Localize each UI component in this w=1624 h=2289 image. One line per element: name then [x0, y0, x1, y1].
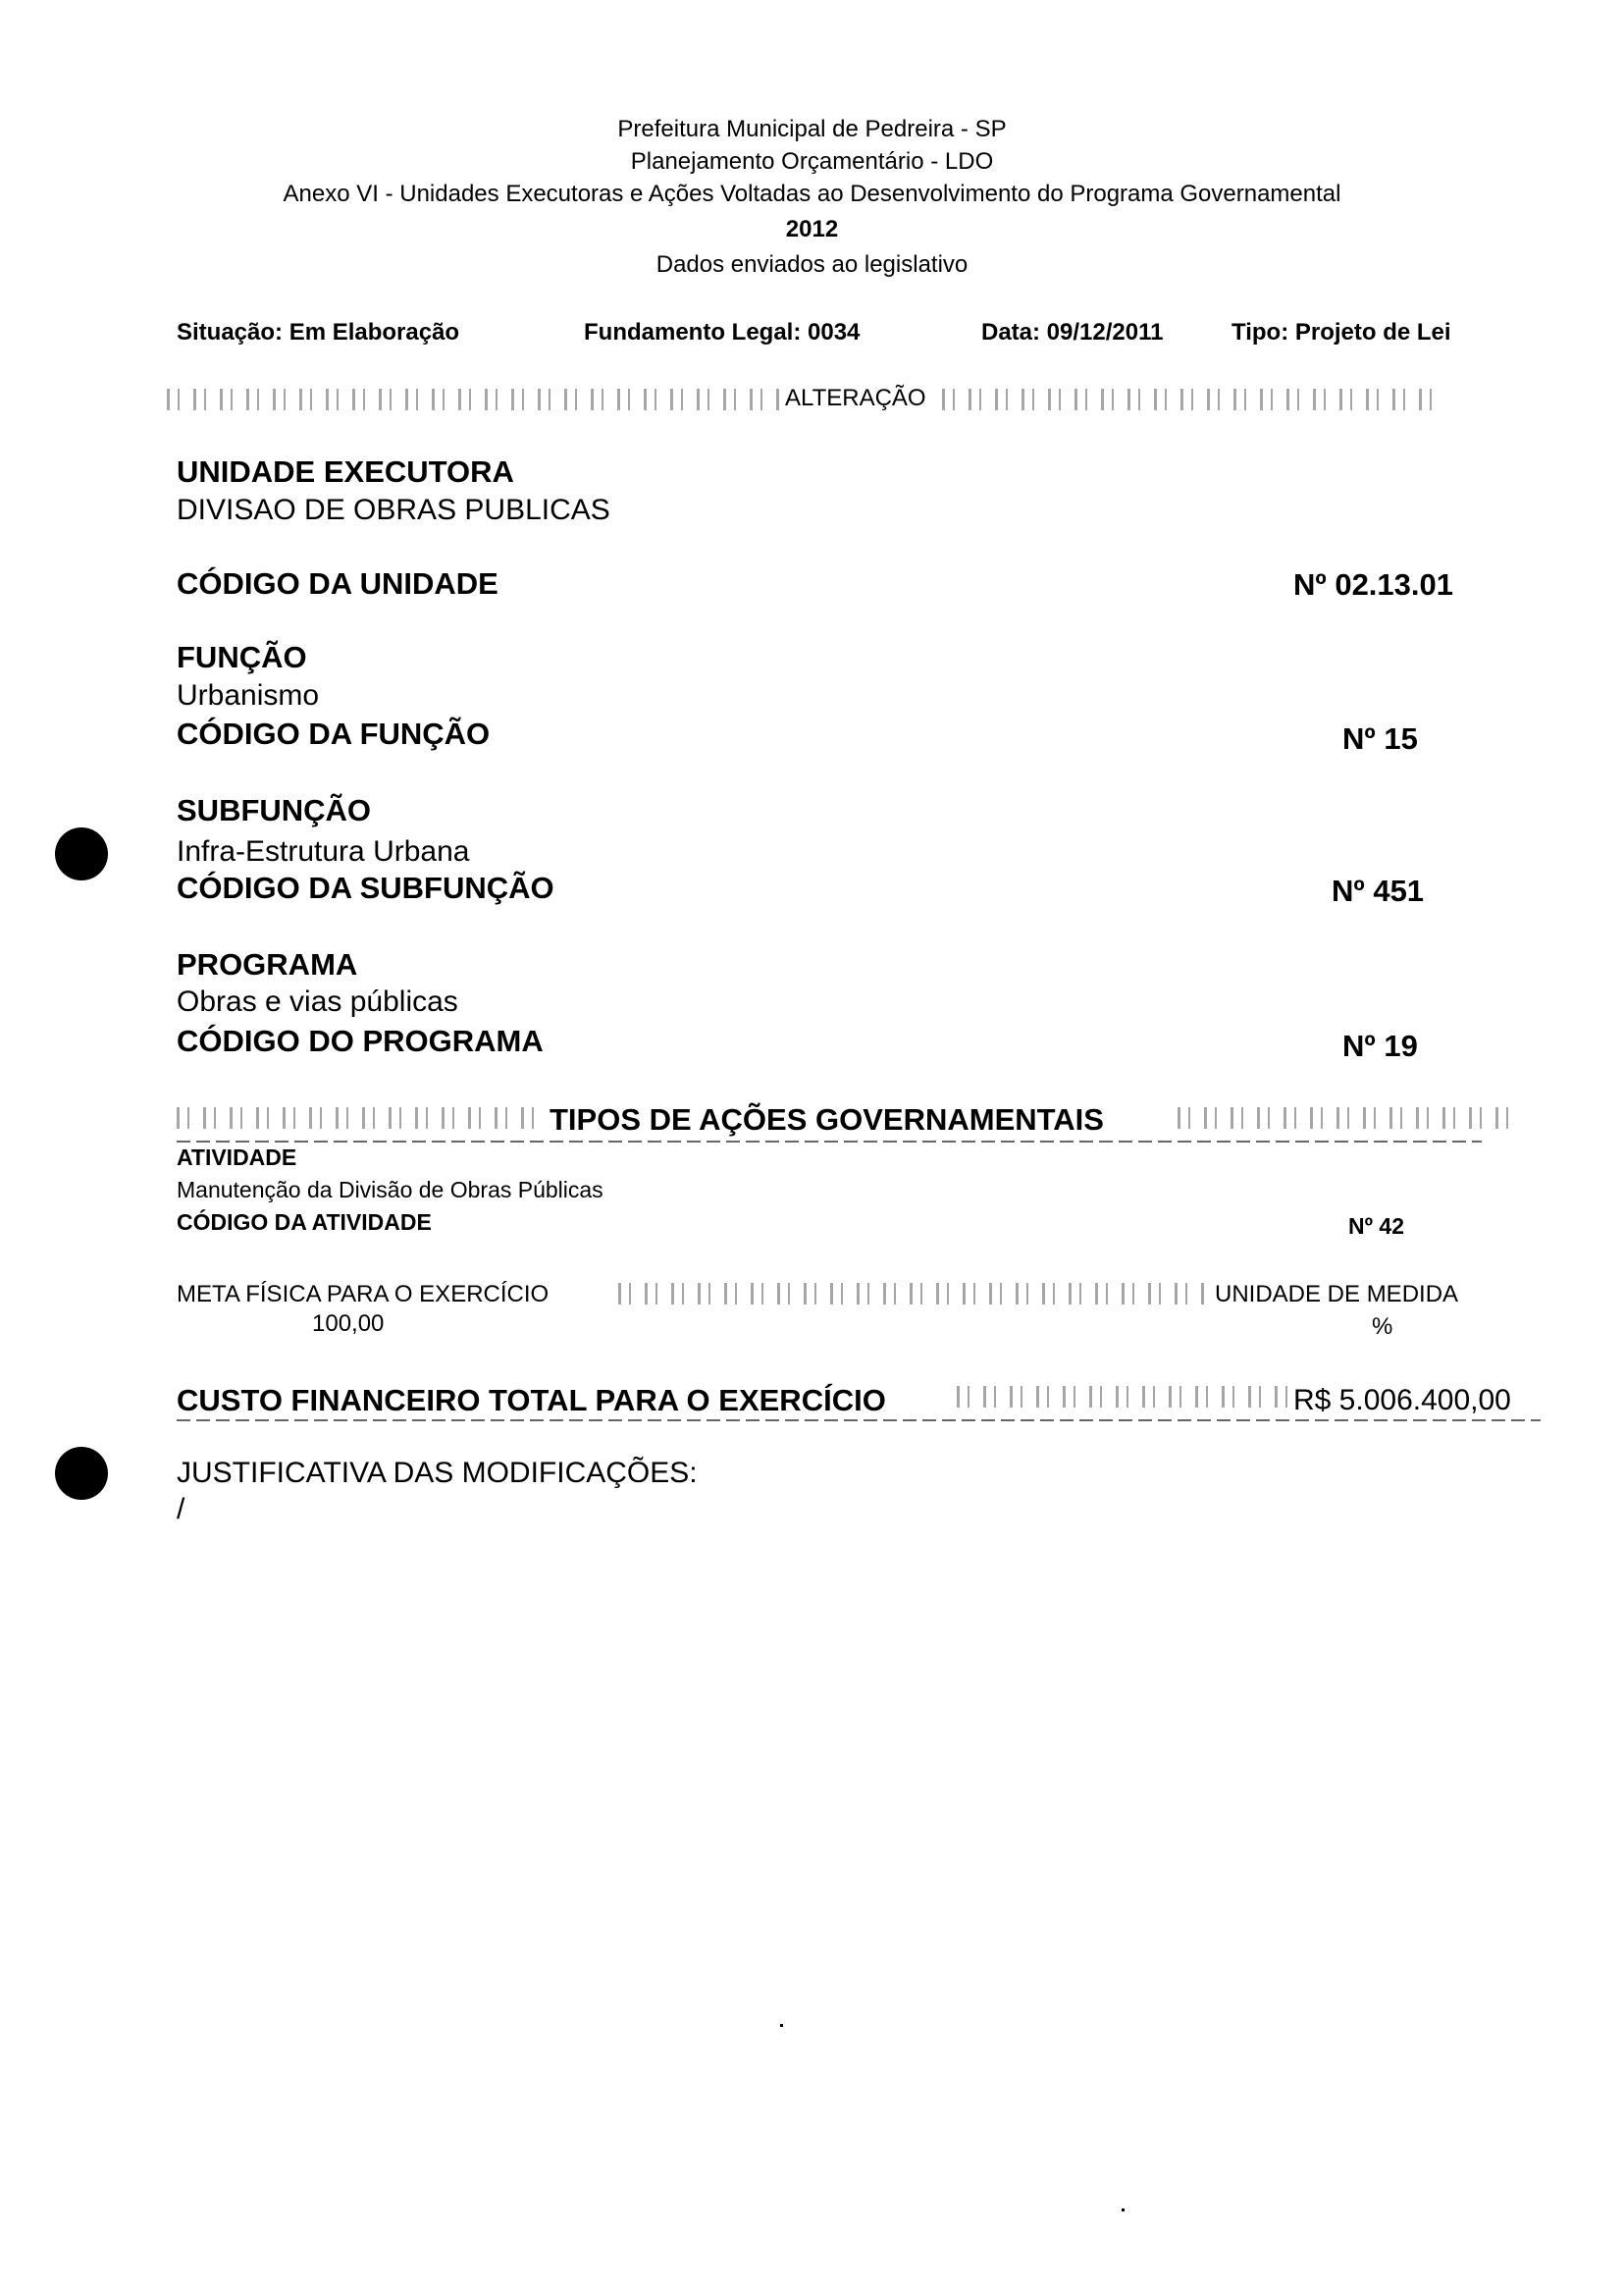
- custo-label: CUSTO FINANCEIRO TOTAL PARA O EXERCÍCIO: [177, 1383, 886, 1417]
- funcao-code-label: CÓDIGO DA FUNÇÃO: [177, 717, 491, 751]
- programa-code-label: CÓDIGO DO PROGRAMA: [177, 1024, 544, 1058]
- punch-hole: [55, 1447, 108, 1500]
- tipo: Tipo: Projeto de Lei: [1231, 319, 1451, 346]
- funcao-value: Urbanismo: [177, 679, 320, 712]
- scan-noise: [167, 389, 785, 410]
- unidade-medida-label: UNIDADE DE MEDIDA: [1215, 1281, 1459, 1307]
- unidade-label: UNIDADE EXECUTORA: [177, 454, 514, 489]
- punch-hole: [55, 827, 108, 880]
- scan-noise: [1178, 1107, 1521, 1129]
- divider: [177, 1419, 1541, 1421]
- divider: [177, 1141, 1482, 1143]
- scan-noise: [177, 1107, 540, 1129]
- custo-value: R$ 5.006.400,00: [1293, 1384, 1511, 1416]
- situacao: Situação: Em Elaboração: [177, 319, 460, 346]
- atividade-code-label: CÓDIGO DA ATIVIDADE: [177, 1209, 432, 1235]
- unidade-value: DIVISAO DE OBRAS PUBLICAS: [177, 494, 610, 526]
- header-year: 2012: [785, 216, 839, 242]
- fundamento-legal: Fundamento Legal: 0034: [584, 319, 861, 346]
- header-planning: Planejamento Orçamentário - LDO: [630, 148, 994, 175]
- scan-speck: [1122, 2209, 1125, 2211]
- funcao-code: Nº 15: [1342, 721, 1418, 756]
- programa-label: PROGRAMA: [177, 947, 358, 982]
- justificativa-label: JUSTIFICATIVA DAS MODIFICAÇÕES:: [177, 1457, 698, 1489]
- unidade-medida-value: %: [1372, 1313, 1393, 1340]
- scan-noise: [942, 389, 1433, 410]
- programa-code: Nº 19: [1342, 1029, 1418, 1063]
- data: Data: 09/12/2011: [981, 319, 1164, 346]
- unidade-code-label: CÓDIGO DA UNIDADE: [177, 566, 498, 601]
- tipos-title: TIPOS DE AÇÕES GOVERNAMENTAIS: [550, 1102, 1104, 1137]
- subfuncao-code-label: CÓDIGO DA SUBFUNÇÃO: [177, 871, 554, 905]
- scan-noise: [957, 1386, 1290, 1408]
- header-annex: Anexo VI - Unidades Executoras e Ações Voltadas ao Desenvolvimento do Programa Governamental: [283, 181, 1341, 207]
- subfuncao-label: SUBFUNÇÃO: [177, 793, 372, 827]
- atividade-value: Manutenção da Divisão de Obras Públicas: [177, 1177, 603, 1202]
- subfuncao-code: Nº 451: [1332, 874, 1425, 908]
- meta-fisica-label: META FÍSICA PARA O EXERCÍCIO: [177, 1281, 550, 1307]
- meta-fisica-value: 100,00: [312, 1310, 385, 1337]
- alteracao-title: ALTERAÇÃO: [785, 385, 926, 411]
- justificativa-value: /: [177, 1493, 185, 1525]
- unidade-code: Nº 02.13.01: [1293, 567, 1453, 602]
- atividade-label: ATIVIDADE: [177, 1144, 297, 1170]
- atividade-code: Nº 42: [1348, 1213, 1404, 1239]
- subfuncao-value: Infra-Estrutura Urbana: [177, 835, 470, 868]
- programa-value: Obras e vias públicas: [177, 985, 458, 1018]
- scan-speck: [780, 2024, 783, 2027]
- header-municipality: Prefeitura Municipal de Pedreira - SP: [617, 116, 1007, 142]
- funcao-label: FUNÇÃO: [177, 640, 307, 674]
- scan-noise: [618, 1283, 1207, 1304]
- header-subtitle: Dados enviados ao legislativo: [655, 251, 969, 278]
